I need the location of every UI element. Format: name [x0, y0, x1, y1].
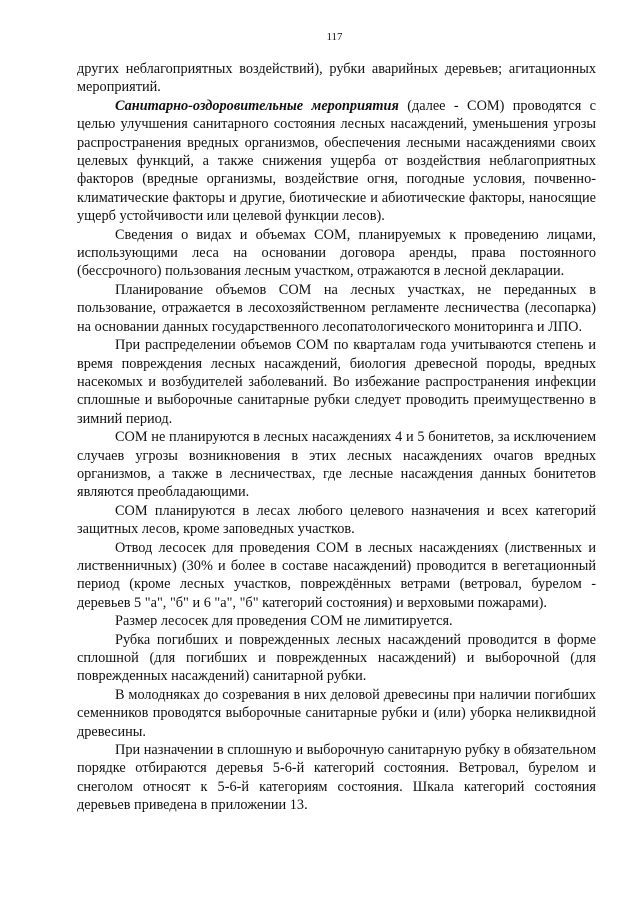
paragraph-4	[77, 281, 596, 336]
paragraph-text: При назначении в сплошную и выборочную санитарную рубку в обязательном порядке отбираются деревья 5-6-й категорий состояния. Ветровал, бурелом и снеголом относят к 5-6-й категориям состояния. Шкала категорий состояния деревьев приведена в приложении 13.	[77, 742, 596, 814]
paragraph-text: СОМ не планируются в лесных насаждениях 4 и 5 бонитетов, за исключением случаев угрозы возникновения в этих лесных насаждениях очагов вредных организмов, а также в лесничествах, где лесные насаждения данных бонитетов являются преобладающими.	[77, 429, 596, 501]
paragraph-text: Отвод лесосек для проведения СОМ в лесных насаждениях (лиственных и лиственничных) (30% и более в составе насаждений) проводится в вегетационный период (кроме лесных участков, повреждённых ветрами (ветровал, бурелом - деревьев 5 "а", "б" и 6 "а", "б" категорий состояния) и верховыми пожарами).	[77, 539, 596, 611]
paragraph-11	[77, 686, 596, 741]
paragraph-2	[77, 97, 596, 226]
paragraph-10	[77, 631, 596, 686]
body-text	[77, 60, 596, 815]
paragraph-text: других неблагоприятных воздействий), рубки аварийных деревьев; агитационных мероприятий.	[77, 61, 596, 96]
paragraph-text: Сведения о видах и объемах СОМ, планируемых к проведению лицами, использующими леса на основании договора аренды, права постоянного (бессрочного) пользования лесным участком, отражаются в лесной декларации.	[77, 226, 596, 280]
paragraph-text: Рубка погибших и поврежденных лесных насаждений проводится в форме сплошной (для погибших и поврежденных насаждений) и выборочной (для поврежденных насаждений) санитарной рубки.	[77, 631, 596, 685]
paragraph-text: В молодняках до созревания в них деловой древесины при наличии погибших семенников проводятся выборочные санитарные рубки и (или) уборка неликвидной древесины.	[77, 686, 596, 740]
paragraph-text: Размер лесосек для проведения СОМ не лимитируется.	[115, 613, 453, 630]
paragraph-9	[77, 612, 596, 630]
paragraph-text: При распределении объемов СОМ по кварталам года учитываются степень и время повреждения лесных насаждений, биология древесной породы, вредных насекомых и возбудителей заболеваний. Во избежание распространения инфекции сплошные и выборочные санитарные рубки следует проводить преимущественно в зимний период.	[77, 337, 596, 427]
paragraph-text: СОМ планируются в лесах любого целевого назначения и всех категорий защитных лесов, кроме заповедных участков.	[77, 502, 596, 538]
paragraph-3	[77, 226, 596, 281]
paragraph-5	[77, 336, 596, 428]
paragraph-1	[77, 60, 596, 97]
paragraph-text: (далее - СОМ) проводятся с целью улучшения санитарного состояния лесных насаждений, уменьшения угрозы распространения вредных организмов, обеспечения лесными насаждениями своих целевых функций, а также снижения ущерба от воздействия неблагоприятных факторов (вредные организмы, воздействие огня, погодные условия, почвенно-климатические факторы и другие, биотические и абиотические факторы, наносящие ущерб устойчивости или целевой функции лесов).	[77, 97, 596, 225]
paragraph-7	[77, 502, 596, 539]
page-number: 117	[326, 31, 343, 43]
paragraph-8	[77, 539, 596, 613]
paragraph-6	[77, 428, 596, 502]
paragraph-12	[77, 741, 596, 815]
paragraph-text: Планирование объемов СОМ на лесных участках, не переданных в пользование, отражается в лесохозяйственном регламенте лесничества (лесопарка) на основании данных государственного лесопатологического мониторинга и ЛПО.	[77, 281, 596, 335]
paragraph-lead-term: Санитарно-оздоровительные мероприятия	[115, 97, 399, 114]
